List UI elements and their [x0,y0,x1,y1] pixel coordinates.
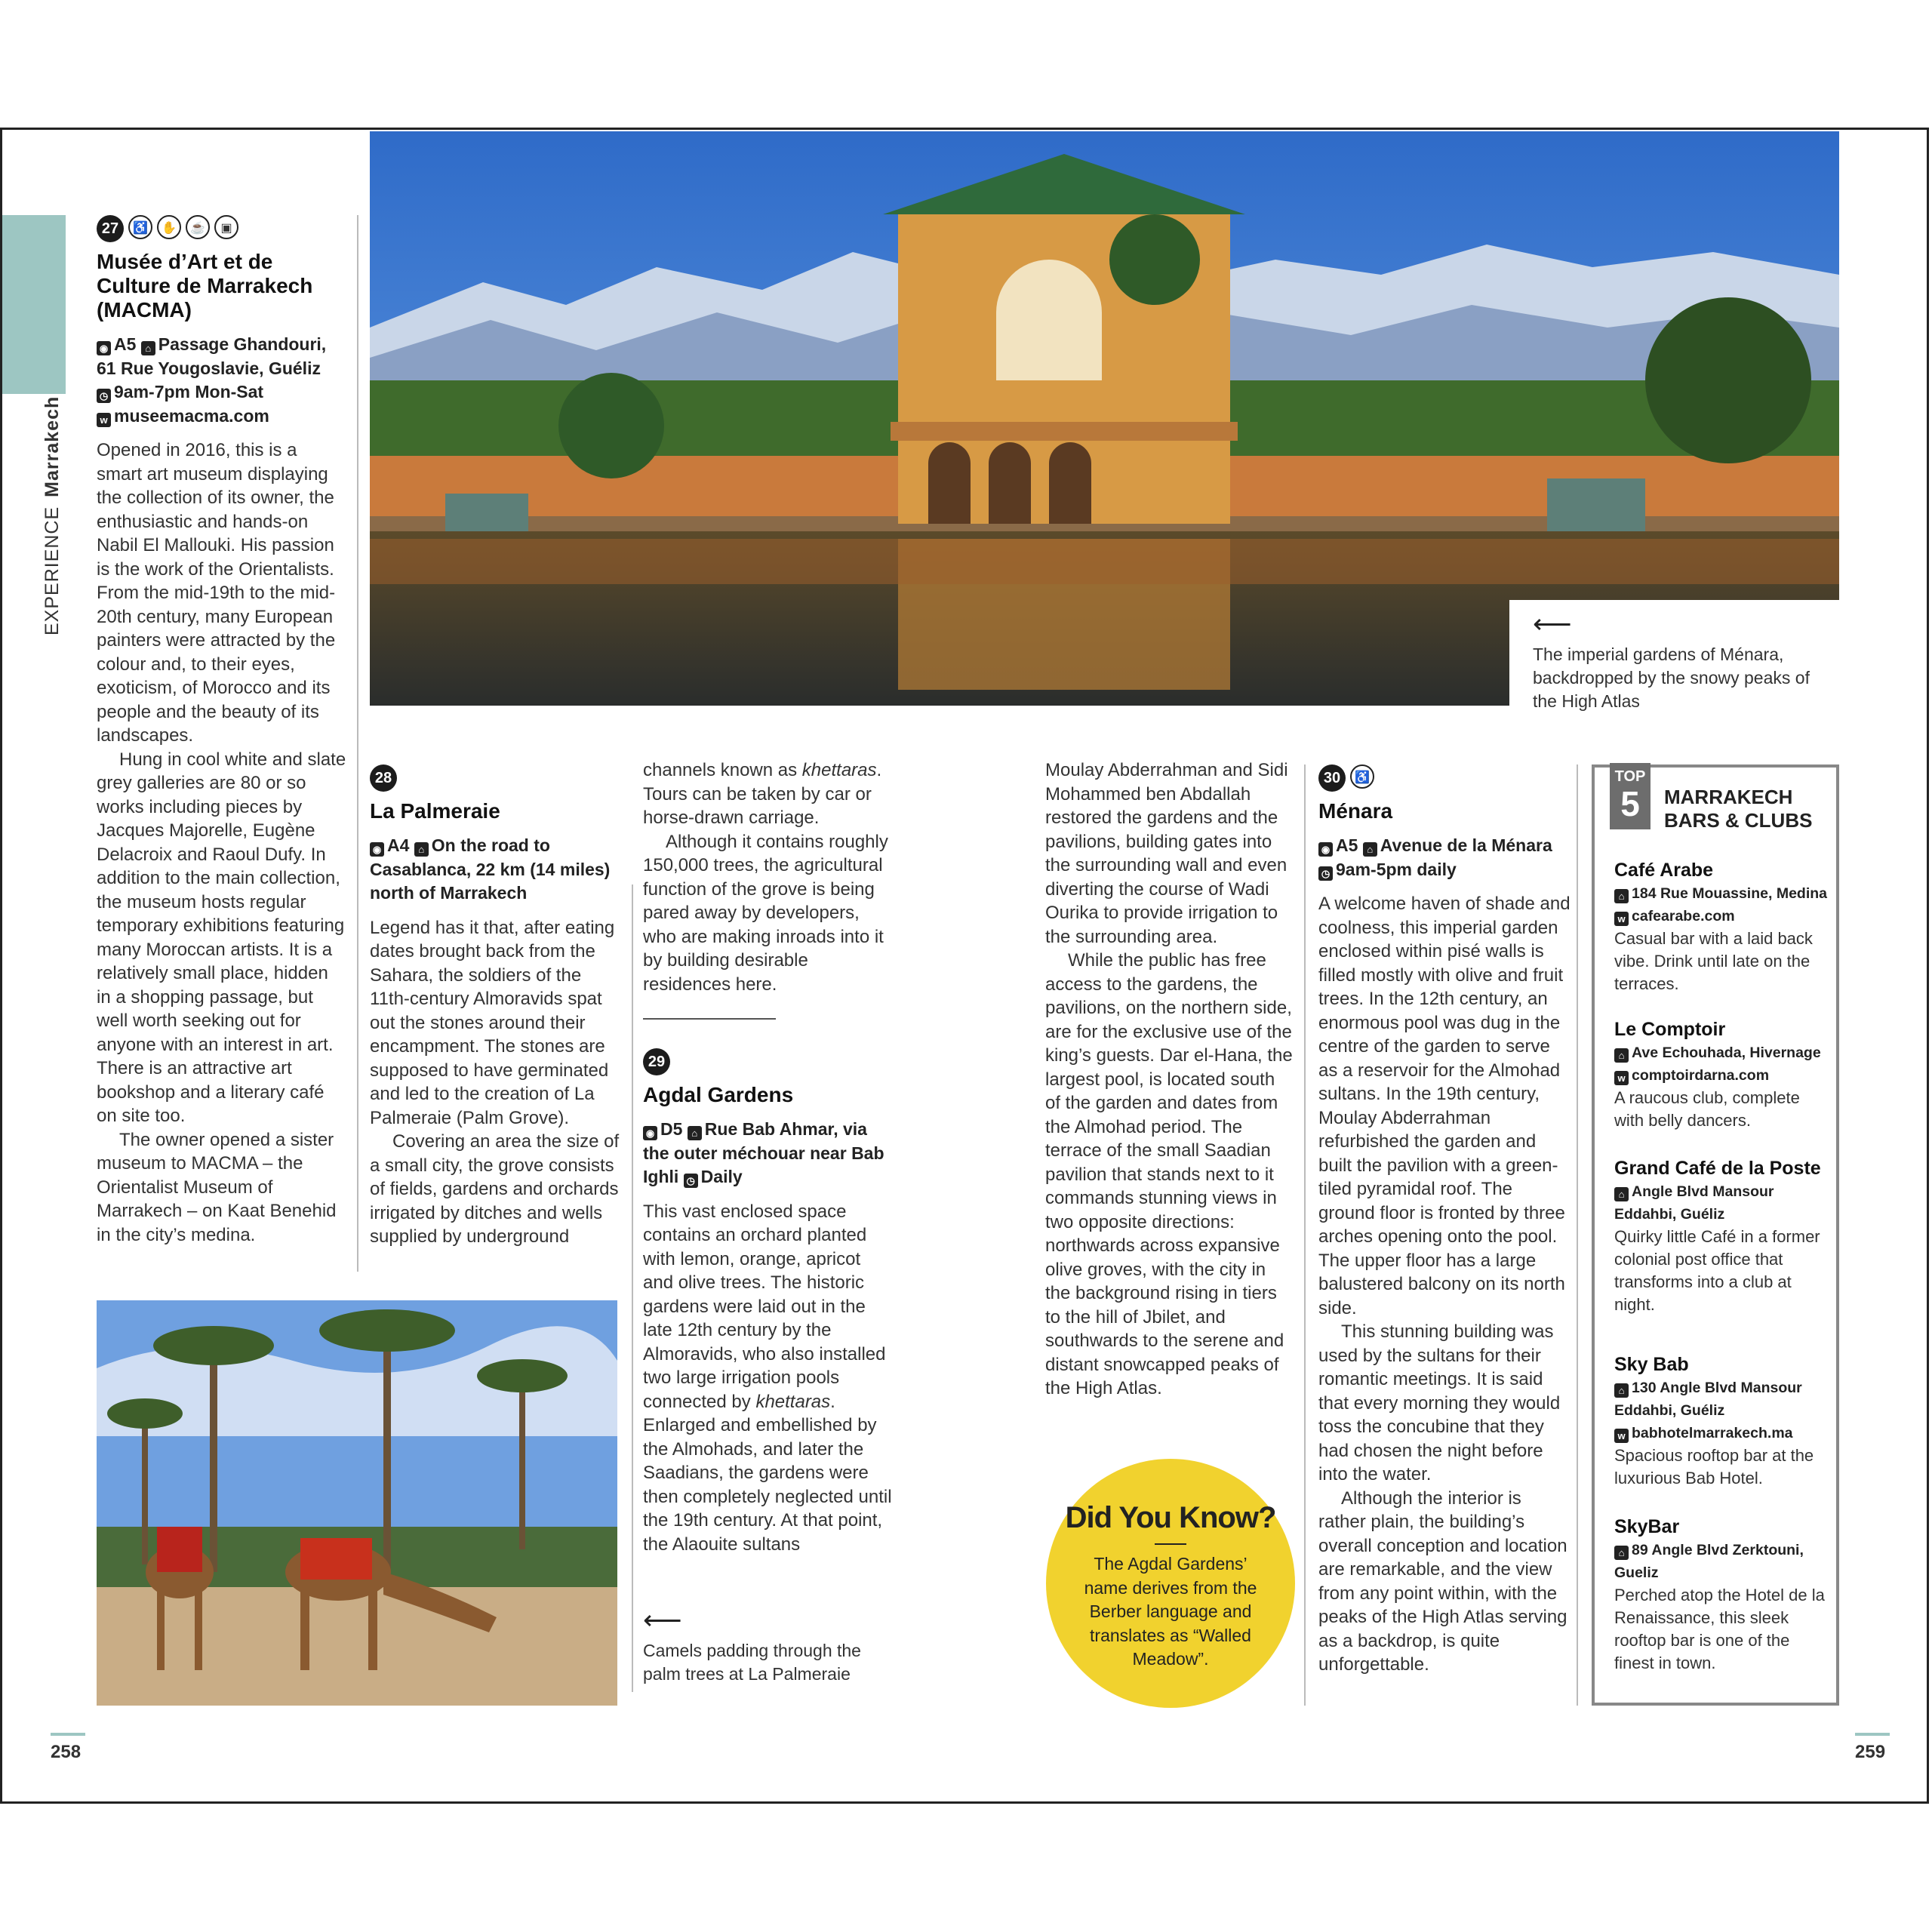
did-you-know-title: Did You Know? [1065,1501,1276,1534]
arrow-left-icon: ⟵ [1533,608,1572,639]
top5-entry [1614,1352,1833,1490]
map-ref: A5 [114,334,137,354]
bar-website-link[interactable]: babhotelmarrakech.ma [1632,1425,1793,1441]
page-number-right: 259 [1855,1742,1886,1762]
arrow-left-icon: ⟵ [643,1604,682,1635]
palmeraie-continued [643,758,892,996]
address: Avenue de la Ménara [1380,835,1552,855]
address: Rue Bab Ahmar, via the outer méchouar near Bab Ighli [643,1119,884,1186]
did-you-know-rule [1155,1543,1186,1545]
bar-address: Ave Echouhada, Hivernage [1632,1044,1821,1061]
bar-address: 184 Rue Mouassine, Medina [1632,885,1827,902]
body-paragraph: Although the interior is rather plain, the building’s overall conception and location are remarkable, and the view from any point within, with the peaks of the High Atlas serving as a backdrop, is quite unforgettable. [1318,1487,1567,1675]
web-icon: w [97,413,111,427]
entry-number: 27 [97,215,124,242]
opening-hours: 9am-7pm Mon-Sat [114,382,264,401]
entry-info [97,333,347,428]
did-you-know-callout [1046,1459,1295,1708]
entry-number: 29 [643,1048,670,1075]
section-label [42,396,63,635]
camels-caption-text: Camels padding through the palm trees at La Palmeraie [643,1641,861,1684]
entry-info [1318,834,1571,881]
address-icon: ⌂ [1614,889,1629,903]
web-icon: w [1614,912,1629,926]
column-divider [1304,764,1306,1706]
top5-badge-label: TOP [1614,768,1646,785]
body-paragraph: Hung in cool white and slate grey galleries are 80 or so works including pieces by Jacques Majorelle, Eugène Delacroix and Raoul Dufy. In addition to the main collection, the museum hosts regular temporary exhibitions featuring many Moroccan artists. It is a relatively small place, hidden in a shopping passage, but well worth seeking out for anyone with an interest in art. There is an attractive art bookshop and a literary café on site too. [97,749,346,1126]
column-divider [632,884,633,1692]
section-name: EXPERIENCE [42,506,63,635]
opening-hours: 9am-5pm daily [1336,859,1457,879]
body-paragraph: While the public has free access to the gardens, the pavilions, on the northern side, are for the exclusive use of the king’s guests. Dar el-Hana, the largest pool, is located south of the garden and dates from the Almohad period. The terrace of the small Saadian pavilion that stands next to it commands stunning views in two opposite directions: northwards across expansive olive groves, with the city in the background rising in tiers to the hill of Jbilet, and southwards to the serene and distant snowcapped peaks of the High Atlas. [1045,950,1293,1398]
address-icon: ⌂ [414,842,429,857]
address-icon: ⌂ [1363,842,1377,857]
menara-caption-text: The imperial gardens of Ménara, backdropped by the snowy peaks of the High Atlas [1533,645,1810,711]
wheelchair-icon: ♿ [128,215,152,239]
entry-agdal [643,1048,892,1556]
entry-title: Musée d’Art et de Culture de Marrakech (MACMA) [97,250,313,321]
body-paragraph: Although it contains roughly 150,000 trees, the agricultural function of the grove is being pared away by developers, who are making inroads into it by building desirable residences here. [643,831,888,995]
section-tab [2,215,66,394]
cafe-icon: ☕ [186,215,210,239]
top5-title: MARRAKECH BARS & CLUBS [1664,786,1813,832]
menara-header [1318,764,1571,792]
bar-website-link[interactable]: comptoirdarna.com [1632,1067,1770,1084]
bar-address: 130 Angle Blvd Mansour Eddahbi, Guéliz [1614,1380,1802,1419]
top5-entry [1614,1515,1833,1675]
bar-description: Quirky little Café in a former colonial post office that transforms into a club at night. [1614,1227,1820,1314]
body-paragraph: Opened in 2016, this is a smart art museum displaying the collection of its owner, the enthusiastic and hands-on Nabil El Mallouki. His passion is the work of the Orientalists. From the mid-19th to the mid-20th century, many European painters were attracted by the colour and, to their eyes, exoticism, of Morocco and its people and the beauty of its landscapes. [97,440,336,746]
address-icon: ⌂ [688,1126,702,1140]
body-paragraph: Moulay Abderrahman and Sidi Mohammed ben Abdallah restored the gardens and the pavilions, building gates into the surrounding wall and even diverting the course of Wadi Ourika to provide irrigation to the surrounding area. [1045,760,1288,947]
book-spread [0,128,1929,1804]
top5-entry [1614,1017,1833,1132]
hands-on-icon: ✋ [157,215,181,239]
body-paragraph: Covering an area the size of a small city, the grove consists of fields, gardens and orchards irrigated by ditches and wells supplied by underground [370,1131,620,1247]
top5-badge [1610,763,1651,829]
body-paragraph: channels known as khettaras. Tours can be taken by car or horse-drawn carriage. [643,760,882,828]
map-pin-icon: ◉ [643,1126,657,1140]
bar-address: 89 Angle Blvd Zerktouni, Gueliz [1614,1542,1804,1581]
page-number-bar-left [51,1733,85,1736]
bar-website-link[interactable]: cafearabe.com [1632,908,1735,924]
body-paragraph: The owner opened a sister museum to MACMA – the Orientalist Museum of Marrakech – on Kaat Benehid in the city’s medina. [97,1129,337,1245]
bar-name: Sky Bab [1614,1354,1689,1375]
section-divider [643,1018,776,1020]
bar-name: Café Arabe [1614,860,1714,881]
map-pin-icon: ◉ [97,341,111,355]
entry-info [643,1118,892,1189]
entry-number: 30 [1318,764,1346,792]
top5-entry [1614,1156,1833,1316]
camels-illustration [97,1300,617,1706]
entry-palmeraie [370,764,620,1249]
entry-macma [97,215,347,1247]
map-pin-icon: ◉ [1318,842,1333,857]
agdal-continued [1045,758,1294,1401]
bar-address: Angle Blvd Mansour Eddahbi, Guéliz [1614,1183,1774,1223]
body-paragraph: Legend has it that, after eating dates brought back from the Sahara, the soldiers of the 11th-century Almoravids spat out the stones around their encampment. The stones are supposed to have germinated and led to the creation of La Palmeraie (Palm Grove). [370,917,615,1128]
page-number-left: 258 [51,1742,82,1762]
bar-description: Spacious rooftop bar at the luxurious Bab Hotel. [1614,1446,1814,1487]
entry-info [370,834,620,906]
clock-icon: ◷ [97,389,111,403]
top5-box [1592,764,1839,1706]
section-city: Marrakech [42,395,63,497]
body-paragraph: This vast enclosed space contains an orchard planted with lemon, orange, apricot and olive trees. The historic gardens were laid out in the late 12th century by the Almoravids, who also installed two large irrigation pools connected by khettaras. Enlarged and embellished by the Almohads, and later the Saadians, the gardens were then completely neglected until the 19th century. At that point, the Alaouite sultans [643,1201,892,1555]
macma-header [97,215,347,242]
address: On the road to Casablanca, 22 km (14 miles) north of Marrakech [370,835,611,903]
column-divider [357,215,358,1272]
website-link[interactable]: museemacma.com [114,405,269,426]
entry-number: 28 [370,764,397,792]
column-divider [1577,764,1578,1706]
clock-icon: ◷ [684,1174,698,1188]
address-icon: ⌂ [1614,1546,1629,1560]
address-icon: ⌂ [141,341,155,355]
entry-title: Agdal Gardens [643,1083,794,1106]
did-you-know-body: The Agdal Gardens’ name derives from the Berber language and translates as “Walled Meadow”. [1084,1554,1257,1669]
body-paragraph: This stunning building was used by the sultans for their romantic meetings. It is said that every morning they would toss the concubine that they had chosen the night before into the water. [1318,1321,1561,1484]
bar-description: A raucous club, complete with belly dancers. [1614,1088,1800,1130]
top5-entry [1614,858,1833,995]
map-ref: A5 [1336,835,1358,855]
body-paragraph: A welcome haven of shade and coolness, this imperial garden enclosed within pisé walls is filled mostly with olive and fruit trees. In the 12th century, an enormous pool was dug in the centre of the garden to serve as a reservoir for the Almohad sultans. In the 19th century, Moulay Abderrahman refurbished the garden and built the pavilion with a green-tiled pyramidal roof. The ground floor is fronted by three arches opening onto the pool. The upper floor has a large balustered balcony on its north side. [1318,894,1571,1318]
page-number-bar-right [1855,1733,1890,1736]
entry-title: Ménara [1318,799,1393,823]
camels-caption [643,1604,877,1686]
wheelchair-icon: ♿ [1350,764,1374,789]
map-ref: A4 [387,835,410,855]
web-icon: w [1614,1071,1629,1085]
web-icon: w [1614,1429,1629,1443]
clock-icon: ◷ [1318,866,1333,881]
bar-name: SkyBar [1614,1516,1680,1537]
entry-title: La Palmeraie [370,799,500,823]
bar-name: Le Comptoir [1614,1019,1726,1040]
address-icon: ⌂ [1614,1187,1629,1201]
bar-name: Grand Café de la Poste [1614,1158,1821,1179]
address-icon: ⌂ [1614,1048,1629,1063]
address-icon: ⌂ [1614,1383,1629,1398]
shop-icon: ▣ [214,215,238,239]
top5-badge-number: 5 [1620,784,1640,823]
bar-description: Perched atop the Hotel de la Renaissance, this sleek rooftop bar is one of the finest in town. [1614,1586,1825,1672]
entry-menara [1318,764,1571,1677]
menara-caption [1533,608,1812,713]
map-ref: D5 [660,1119,683,1139]
camels-photo [97,1300,617,1706]
opening-hours: Daily [700,1167,743,1186]
map-pin-icon: ◉ [370,842,384,857]
address: Passage Ghandouri, 61 Rue Yougoslavie, Guéliz [97,334,327,378]
bar-description: Casual bar with a laid back vibe. Drink until late on the terraces. [1614,929,1813,993]
